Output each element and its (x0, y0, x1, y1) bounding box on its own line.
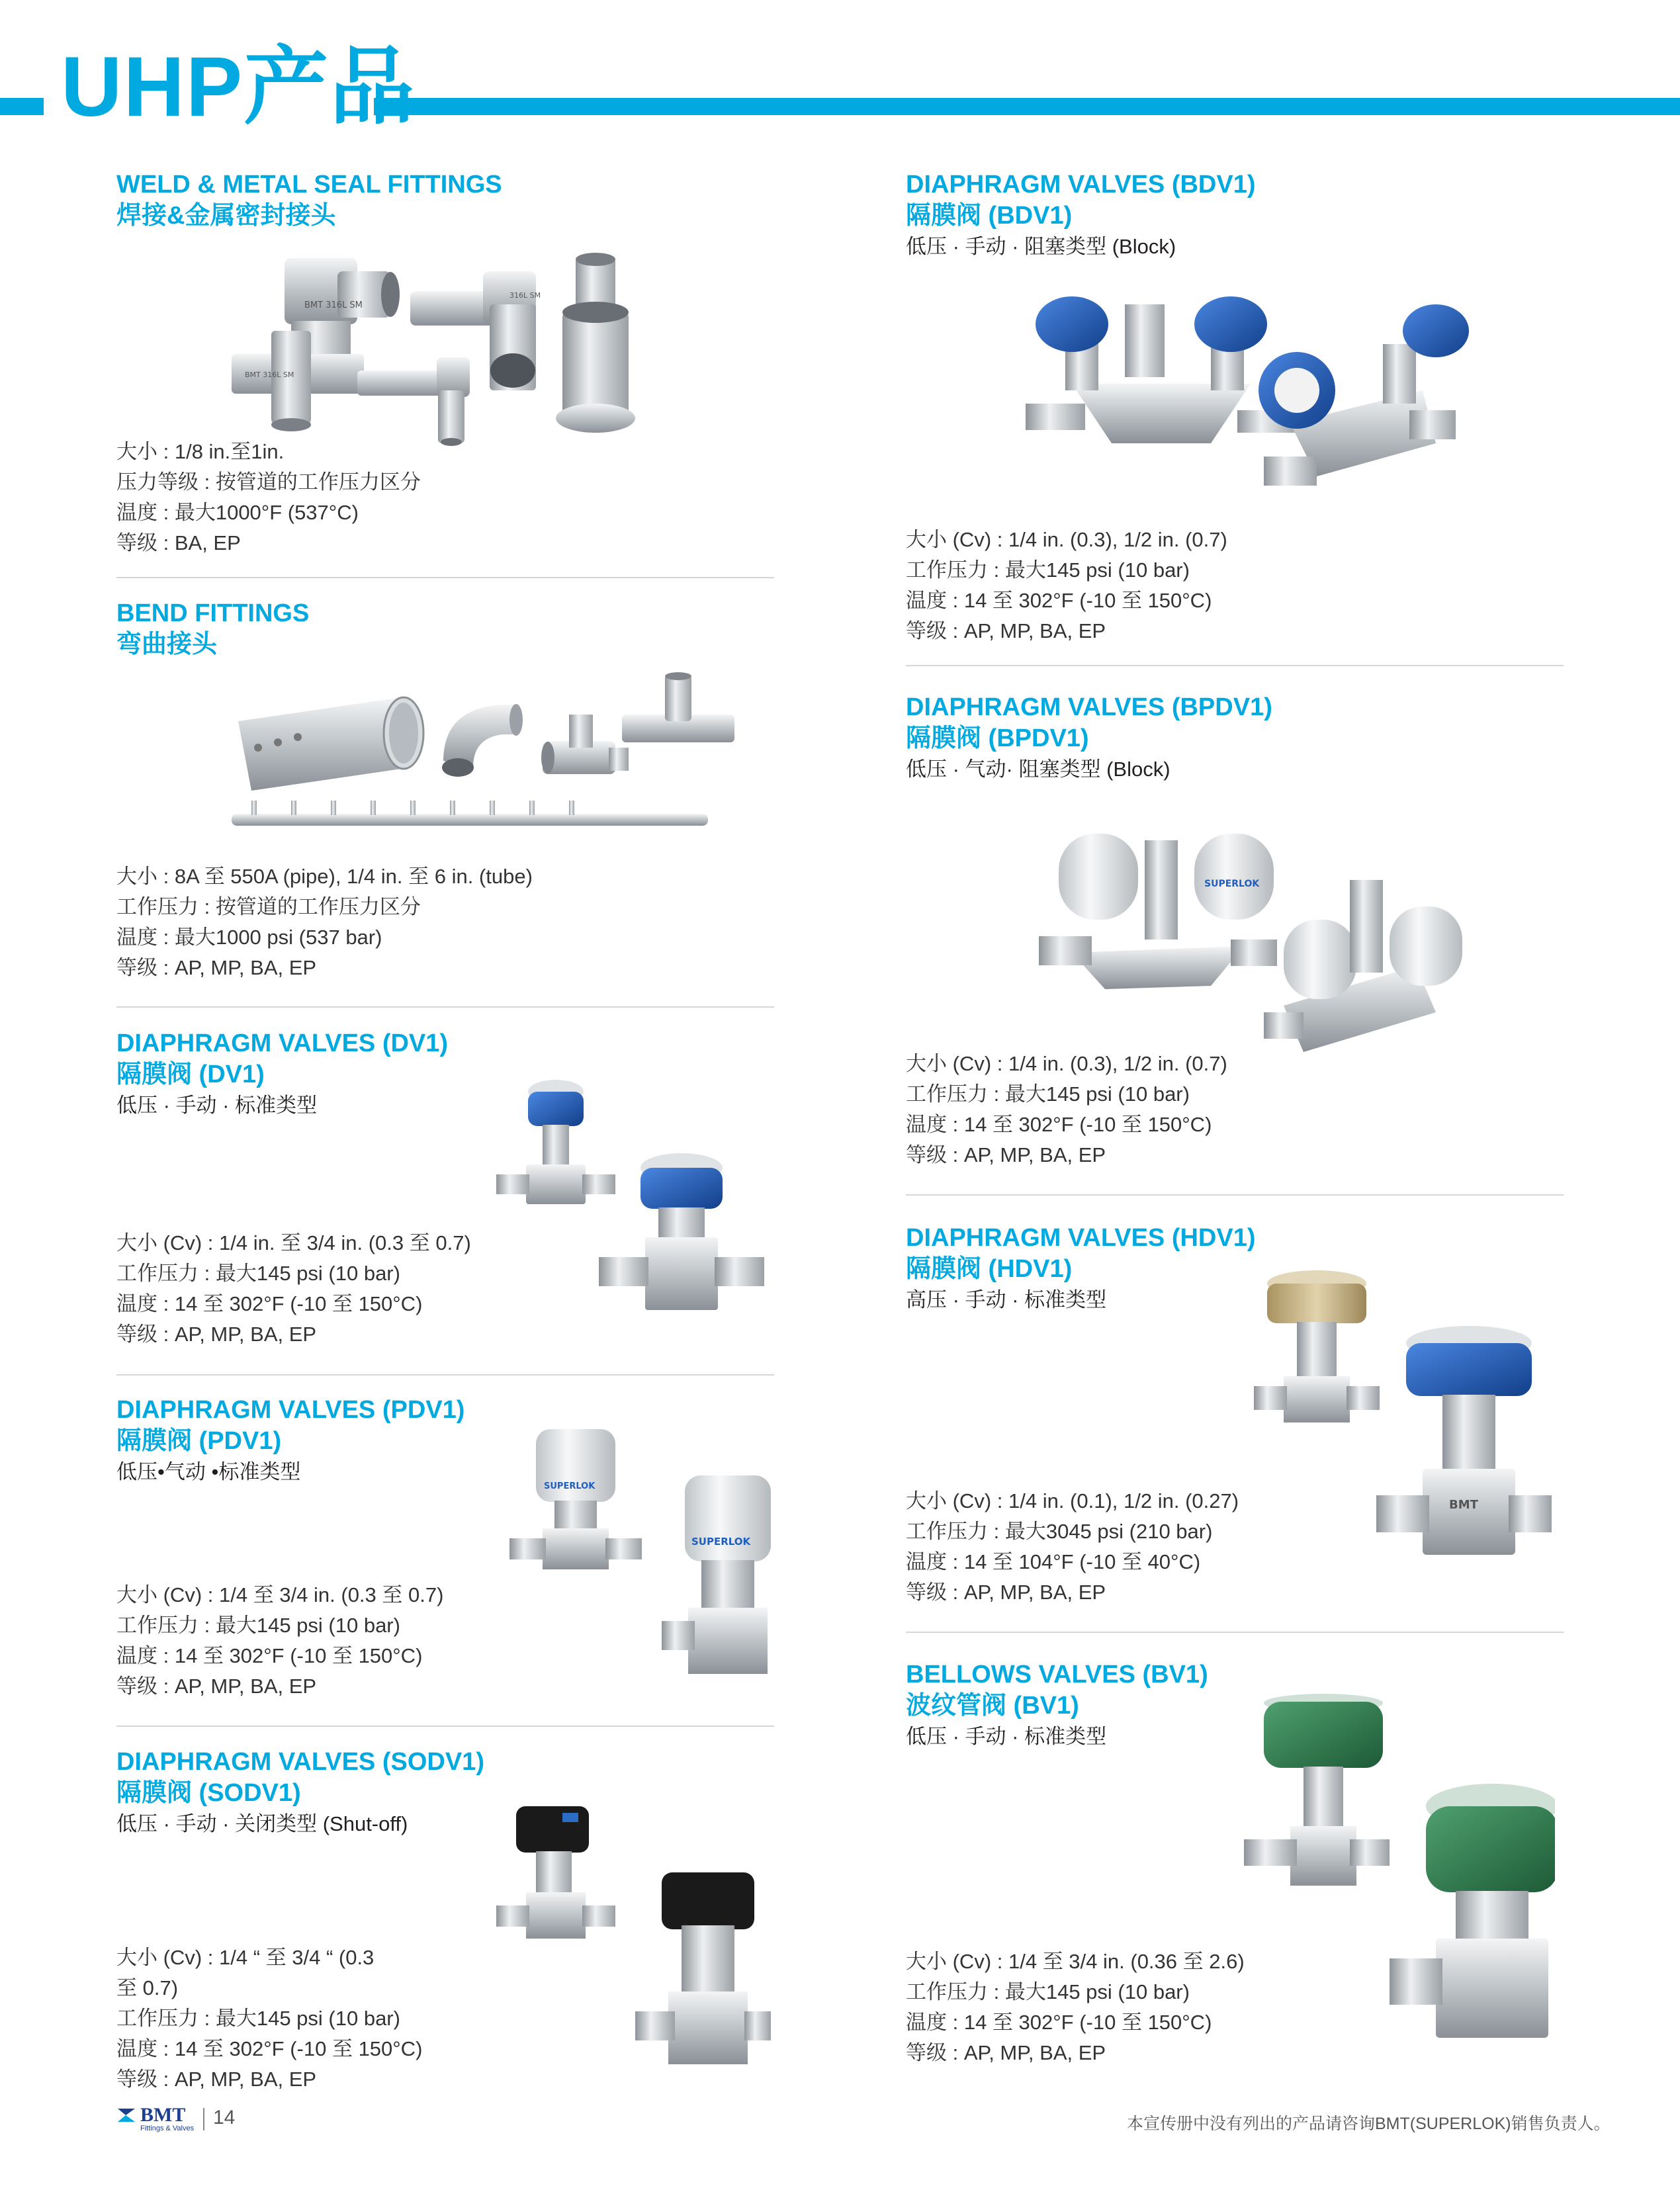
bv1-specs (906, 1947, 1245, 2068)
section-title-en: DIAPHRAGM VALVES (SODV1) (116, 1748, 484, 1776)
bpdv1-specs (906, 1049, 1227, 1170)
spec-size: 大小 (Cv) : 1/4 in. (0.3), 1/2 in. (0.7) (906, 528, 1227, 551)
section-title-cn: 弯曲接头 (116, 631, 218, 658)
spec-grade: 等级 : AP, MP, BA, EP (116, 1323, 317, 1346)
section-bpdv1 (906, 692, 1272, 785)
divider (116, 1006, 774, 1008)
bmt-logo-text: BMT (140, 2104, 186, 2126)
spec-pressure: 工作压力 : 最大145 psi (10 bar) (116, 2007, 400, 2030)
spec-pressure: 工作压力 : 最大145 psi (10 bar) (116, 1262, 400, 1285)
bpdv1-valve-image (1032, 820, 1482, 1059)
section-title-cn: 隔膜阀 (DV1) (116, 1061, 265, 1088)
section-title-en: WELD & METAL SEAL FITTINGS (116, 171, 502, 198)
spec-temperature: 温度 : 14 至 104°F (-10 至 40°C) (906, 1550, 1201, 1573)
weld-fittings-image (218, 245, 655, 450)
dv1-specs (116, 1228, 471, 1350)
sodv1-specs (116, 1943, 421, 2095)
spec-size: 大小 (Cv) : 1/4 in. 至 3/4 in. (0.3 至 0.7) (116, 1231, 471, 1254)
section-sodv1 (116, 1747, 484, 1839)
spec-size-cont: 至 0.7) (116, 1976, 179, 1999)
bv1-valve-image (1237, 1694, 1555, 2051)
section-subtitle: 低压•气动 •标准类型 (116, 1460, 301, 1483)
footer-separator (203, 2108, 204, 2130)
elbow-stamp: BMT 316L SM (304, 300, 363, 310)
spec-pressure: 工作压力 : 最大145 psi (10 bar) (906, 558, 1190, 582)
sodv1-valve-image (490, 1800, 774, 2084)
spec-grade: 等级 : AP, MP, BA, EP (906, 619, 1106, 642)
spec-grade: 等级 : AP, MP, BA, EP (906, 2041, 1106, 2064)
section-dv1 (116, 1028, 448, 1121)
section-pdv1 (116, 1395, 464, 1487)
section-bv1 (906, 1659, 1208, 1752)
spec-temperature: 温度 : 14 至 302°F (-10 至 150°C) (906, 589, 1212, 612)
header-bar-left (0, 98, 44, 115)
pdv1-valve-image (503, 1422, 781, 1700)
bmt-logo-icon (116, 2106, 136, 2124)
section-title-cn: 隔膜阀 (HDV1) (906, 1255, 1073, 1283)
section-title-en: DIAPHRAGM VALVES (BDV1) (906, 171, 1256, 198)
bdv1-specs (906, 525, 1227, 646)
spec-size: 大小 (Cv) : 1/4 “ 至 3/4 “ (0.3 (116, 1946, 375, 1969)
spec-grade: 等级 : BA, EP (116, 531, 241, 554)
section-title-cn: 隔膜阀 (BDV1) (906, 202, 1073, 230)
bmt-logo (116, 2106, 194, 2132)
spec-temperature: 温度 : 最大1000 psi (537 bar) (116, 926, 382, 949)
hdv1-specs (906, 1486, 1239, 1608)
divider (116, 1726, 774, 1727)
page-title: UHP产品 (61, 40, 416, 134)
pdv1-specs (116, 1580, 443, 1702)
spec-temperature: 温度 : 14 至 302°F (-10 至 150°C) (116, 1644, 423, 1667)
spec-grade: 等级 : AP, MP, BA, EP (116, 2068, 317, 2091)
header-bar-right (374, 98, 1680, 115)
bdv1-valve-image (1012, 291, 1489, 503)
spec-temperature: 温度 : 14 至 302°F (-10 至 150°C) (116, 2037, 423, 2060)
section-title-en: BELLOWS VALVES (BV1) (906, 1661, 1208, 1688)
weld-specs (116, 437, 421, 558)
section-subtitle: 低压 · 手动 · 标准类型 (906, 1725, 1107, 1748)
section-title-cn: 波纹管阀 (BV1) (906, 1692, 1079, 1720)
spec-temperature: 温度 : 14 至 302°F (-10 至 150°C) (116, 1292, 423, 1315)
section-bdv1 (906, 169, 1256, 262)
divider (906, 1194, 1564, 1196)
hdv1-valve-image (1251, 1270, 1555, 1588)
spec-size: 大小 (Cv) : 1/4 in. (0.3), 1/2 in. (0.7) (906, 1052, 1227, 1075)
spec-size: 大小 (Cv) : 1/4 至 3/4 in. (0.36 至 2.6) (906, 1950, 1245, 1973)
spec-temperature: 温度 : 14 至 302°F (-10 至 150°C) (906, 2011, 1212, 2034)
spec-temperature: 温度 : 最大1000°F (537°C) (116, 501, 359, 524)
spec-grade: 等级 : AP, MP, BA, EP (116, 956, 317, 979)
page-number: 14 (213, 2107, 236, 2128)
section-subtitle: 低压 · 手动 · 阻塞类型 (Block) (906, 235, 1176, 258)
spec-grade: 等级 : AP, MP, BA, EP (906, 1581, 1106, 1604)
bmt-brand-label: BMT (1449, 1498, 1478, 1512)
spec-pressure: 压力等级 : 按管道的工作压力区分 (116, 470, 421, 494)
superlok-brand-label-large: SUPERLOK (691, 1536, 751, 1548)
spec-pressure: 工作压力 : 最大3045 psi (210 bar) (906, 1520, 1213, 1543)
bend-specs (116, 861, 533, 983)
spec-pressure: 工作压力 : 最大145 psi (10 bar) (116, 1614, 400, 1637)
divider (906, 1632, 1564, 1633)
section-title-cn: 焊接&金属密封接头 (116, 202, 336, 230)
section-title-cn: 隔膜阀 (PDV1) (116, 1427, 282, 1455)
section-weld-fittings (116, 169, 502, 232)
superlok-brand-label: SUPERLOK (1204, 879, 1260, 889)
tee-stamp: BMT 316L SM (245, 371, 294, 379)
spec-pressure: 工作压力 : 按管道的工作压力区分 (116, 895, 421, 918)
dv1-valve-image (490, 1072, 774, 1336)
section-title-cn: 隔膜阀 (SODV1) (116, 1779, 301, 1807)
bend-fittings-image (225, 668, 754, 847)
section-subtitle: 高压 · 手动 · 标准类型 (906, 1288, 1107, 1311)
divider (116, 577, 774, 578)
section-title-en: BEND FITTINGS (116, 599, 310, 627)
spec-size: 大小 (Cv) : 1/4 至 3/4 in. (0.3 至 0.7) (116, 1583, 444, 1606)
section-subtitle: 低压 · 手动 · 标准类型 (116, 1094, 318, 1117)
spec-size: 大小 : 8A 至 550A (pipe), 1/4 in. 至 6 in. (tube) (116, 865, 533, 888)
section-hdv1 (906, 1223, 1256, 1315)
section-title-cn: 隔膜阀 (BPDV1) (906, 724, 1089, 752)
spec-grade: 等级 : AP, MP, BA, EP (906, 1143, 1106, 1166)
section-title-en: DIAPHRAGM VALVES (PDV1) (116, 1396, 465, 1424)
footer-note: 本宣传册中没有列出的产品请咨询BMT(SUPERLOK)销售负责人。 (1127, 2115, 1611, 2133)
divider (116, 1374, 774, 1376)
section-title-en: DIAPHRAGM VALVES (HDV1) (906, 1224, 1256, 1252)
section-bend-fittings (116, 598, 309, 660)
spec-temperature: 温度 : 14 至 302°F (-10 至 150°C) (906, 1113, 1212, 1136)
superlok-brand-label: SUPERLOK (544, 1481, 596, 1491)
section-subtitle: 低压 · 气动· 阻塞类型 (Block) (906, 758, 1171, 781)
spec-pressure: 工作压力 : 最大145 psi (10 bar) (906, 1082, 1190, 1106)
bmt-logo-sub: Fittings & Valves (140, 2124, 195, 2132)
spec-grade: 等级 : AP, MP, BA, EP (116, 1675, 317, 1698)
section-title-en: DIAPHRAGM VALVES (BPDV1) (906, 693, 1272, 721)
spec-size: 大小 (Cv) : 1/4 in. (0.1), 1/2 in. (0.27) (906, 1489, 1239, 1512)
divider (906, 665, 1564, 666)
spec-pressure: 工作压力 : 最大145 psi (10 bar) (906, 1980, 1190, 2003)
section-subtitle: 低压 · 手动 · 关闭类型 (Shut-off) (116, 1812, 408, 1835)
section-title-en: DIAPHRAGM VALVES (DV1) (116, 1029, 449, 1057)
spec-size: 大小 : 1/8 in.至1in. (116, 440, 285, 463)
elbow2-stamp: 316L SM (509, 291, 541, 300)
